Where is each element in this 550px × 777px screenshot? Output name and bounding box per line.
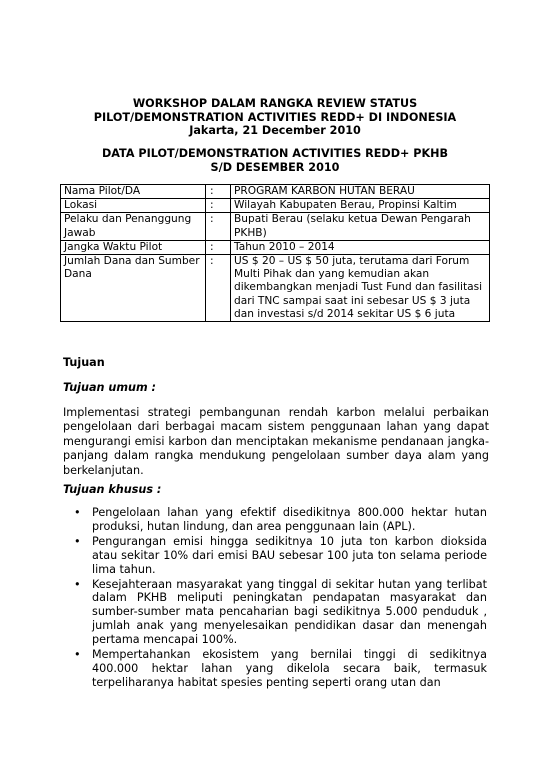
workshop-title: WORKSHOP DALAM RANGKA REVIEW STATUS (132, 97, 418, 110)
bullet-icon: • (74, 534, 81, 548)
tujuan-khusus-list (63, 506, 487, 691)
data-title: DATA PILOT/DEMONSTRATION ACTIVITIES REDD+ PKHB (101, 147, 449, 160)
workshop-subtitle: PILOT/DEMONSTRATION ACTIVITIES REDD+ DI INDONESIA (93, 111, 457, 124)
tujuan-khusus-heading: Tujuan khusus : (63, 483, 162, 496)
row-label: Jangka Waktu Pilot (61, 240, 206, 254)
tujuan-umum-text: Implementasi strategi pembangunan rendah karbon melalui perbaikan pengelolaan dari berbagai macam sistem penggunaan lahan yang dapat mengurangi emisi karbon dan menciptakan mekanisme pendanaan jangka-panjang dalam rangka mendukung pengelolaan sumber daya alam yang berkelanjutan. (63, 406, 489, 477)
row-value: PROGRAM KARBON HUTAN BERAU (231, 185, 490, 199)
workshop-date: Jakarta, 21 December 2010 (189, 124, 361, 137)
row-separator: : (206, 199, 231, 213)
row-value: Wilayah Kabupaten Berau, Propinsi Kaltim (231, 199, 490, 213)
row-separator: : (206, 240, 231, 254)
row-separator: : (206, 255, 231, 322)
row-label: Nama Pilot/DA (61, 185, 206, 199)
row-label: Pelaku dan Penanggung Jawab (61, 213, 206, 240)
list-item (63, 648, 487, 690)
row-value: US $ 20 – US $ 50 juta, terutama dari Forum Multi Pihak dan yang kemudian akan dikembangkan menjadi Tust Fund dan fasilitasi dari TNC sampai saat ini sebesar US $ 3 juta dan investasi s/d 2014 sekitar US $ 6 juta (231, 255, 490, 322)
tujuan-heading: Tujuan (63, 356, 105, 369)
row-label: Jumlah Dana dan Sumber Dana (61, 255, 206, 322)
data-period: S/D DESEMBER 2010 (210, 161, 340, 174)
table-row (61, 213, 490, 240)
list-item (63, 535, 487, 577)
row-value: Bupati Berau (selaku ketua Dewan Pengarah PKHB) (231, 213, 490, 240)
bullet-icon: • (74, 506, 81, 519)
list-item (63, 578, 487, 648)
info-table (60, 184, 490, 322)
table-row (61, 185, 490, 199)
tujuan-umum-heading: Tujuan umum : (63, 381, 156, 394)
row-separator: : (206, 213, 231, 240)
list-item-text: Pengelolaan lahan yang efektif disedikitnya 800.000 hektar hutan produksi, hutan lindung, dan area penggunaan lain (APL). (92, 506, 487, 533)
row-separator: : (206, 185, 231, 199)
row-label: Lokasi (61, 199, 206, 213)
list-item (63, 506, 487, 534)
table-row (61, 255, 490, 322)
bullet-icon: • (74, 648, 81, 662)
list-item-text: Mempertahankan ekosistem yang bernilai tinggi di sedikitnya 400.000 hektar lahan yang dikelola secara baik, termasuk terpeliharanya habitat spesies penting seperti orang utan dan (92, 648, 487, 689)
list-item-text: Kesejahteraan masyarakat yang tinggal di sekitar hutan yang terlibat dalam PKHB meliputi peningkatan pendapatan masyarakat dan sumber-sumber mata pencaharian bagi sedikitnya 5.000 penduduk , jumlah anak yang menyelesaikan pendidikan dasar dan menengah pertama mencapai 100%. (92, 577, 487, 647)
table-row (61, 240, 490, 254)
table-row (61, 199, 490, 213)
list-item-text: Pengurangan emisi hingga sedikitnya 10 juta ton karbon dioksida atau sekitar 10% dari emisi BAU sebesar 100 juta ton selama periode lima tahun. (92, 534, 487, 576)
row-value: Tahun 2010 – 2014 (231, 240, 490, 254)
bullet-icon: • (74, 577, 81, 591)
